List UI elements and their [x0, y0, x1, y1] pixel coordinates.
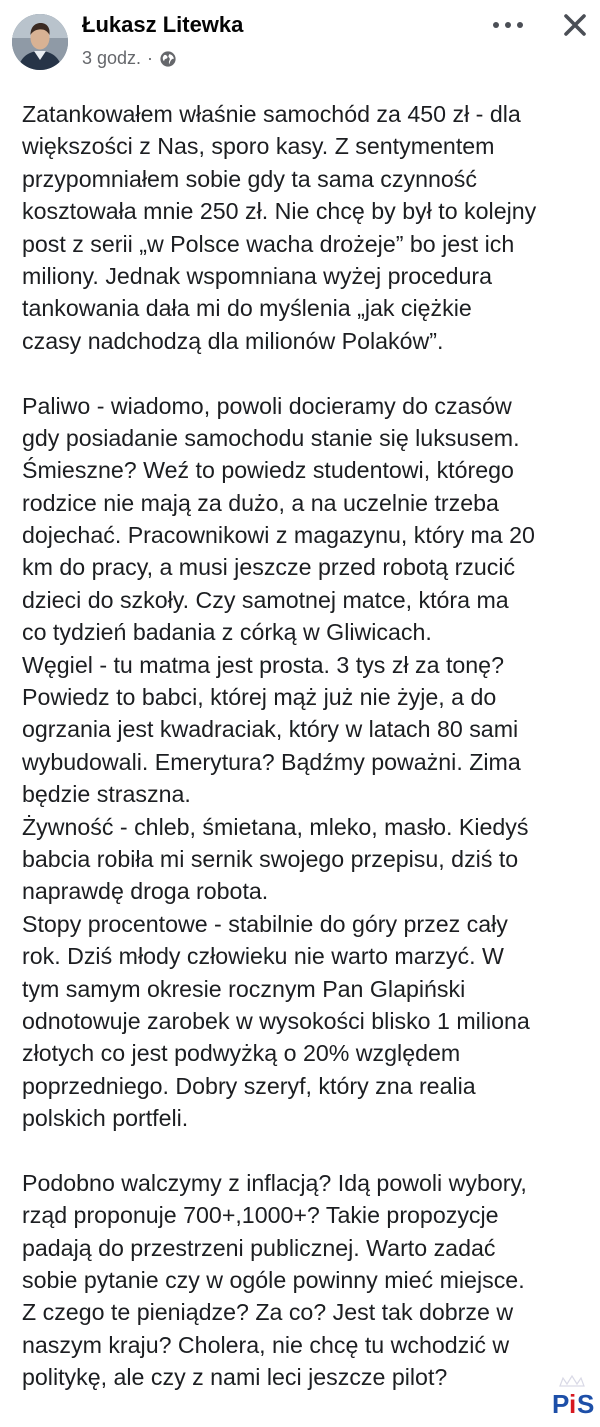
more-horizontal-icon	[492, 21, 524, 29]
post-line: babcia robiła mi sernik swojego przepisu, dziś to	[22, 845, 519, 872]
post-line: przypomniałem sobie gdy ta sama czynność	[22, 165, 477, 192]
post-line: naprawdę droga robota.	[22, 878, 269, 905]
post-line: będzie straszna.	[22, 781, 191, 808]
post-line: sobie pytanie czy w ogóle powinny mieć miejsce.	[22, 1267, 525, 1294]
post-line: tym samym okresie rocznym Pan Glapiński	[22, 975, 466, 1002]
post-line: złotych co jest podwyżką o 20% względem	[22, 1040, 461, 1067]
watermark-logo	[546, 1370, 598, 1422]
post-line: naszym kraju? Cholera, nie chcę tu wchodzić w	[22, 1331, 510, 1358]
post-line: Zatankowałem właśnie samochód za 450 zł - dla	[22, 101, 521, 127]
close-button[interactable]	[556, 8, 594, 42]
post-line: tankowania dała mi do myślenia „jak ciężkie	[22, 295, 472, 322]
globe-icon	[159, 50, 177, 68]
post-line: km do pracy, a musi jeszcze przed robotą rzucić	[22, 554, 516, 581]
meta-separator: ·	[147, 48, 154, 68]
post-line: poprzedniego. Dobry szeryf, który zna realia	[22, 1072, 476, 1099]
post-line: padają do przestrzeni publicznej. Warto zadać	[22, 1234, 496, 1261]
paragraph-gap	[22, 357, 592, 389]
post-time[interactable]: 3 godz.	[82, 48, 142, 68]
post-meta	[82, 48, 177, 69]
post-line: ogrzania jest kwadraciak, który w latach 80 sami	[22, 716, 519, 743]
post-line: dzieci do szkoły. Czy samotnej matce, która ma	[22, 586, 509, 613]
post-line: wybudowali. Emerytura? Bądźmy poważni. Zima	[22, 748, 521, 775]
author-name[interactable]: Łukasz Litewka	[82, 12, 244, 37]
svg-text:S: S	[577, 1389, 595, 1419]
svg-text:i: i	[569, 1389, 577, 1419]
paragraph-gap	[22, 1135, 592, 1167]
post-line: miliony. Jednak wspomniana wyżej procedura	[22, 262, 492, 289]
post-line: Stopy procentowe - stabilnie do góry przez cały	[22, 910, 508, 937]
avatar[interactable]	[12, 14, 68, 70]
post-line: Paliwo - wiadomo, powoli docieramy do czasów	[22, 392, 512, 419]
post-line: gdy posiadanie samochodu stanie się luksusem.	[22, 424, 520, 451]
post-line: Węgiel - tu matma jest prosta. 3 tys zł za tonę?	[22, 651, 504, 678]
svg-text:P: P	[552, 1389, 570, 1419]
post-line: polskich portfeli.	[22, 1105, 189, 1132]
post-line: rząd proponuje 700+,1000+? Takie propozycje	[22, 1202, 499, 1229]
post-line: post z serii „w Polsce wacha drożeje” bo jest ich	[22, 230, 515, 257]
post-line: kosztowała mnie 250 zł. Nie chcę by był to kolejny	[22, 198, 537, 225]
watermark-icon	[546, 1370, 598, 1422]
post-line: większości z Nas, sporo kasy. Z sentymentem	[22, 133, 495, 160]
post-text	[22, 98, 592, 1394]
post-line: Podobno walczymy z inflacją? Idą powoli wybory,	[22, 1169, 527, 1196]
post-line: politykę, ale czy z nami leci jeszcze pilot?	[22, 1364, 448, 1391]
post-line: Śmieszne? Weź to powiedz studentowi, którego	[22, 457, 514, 484]
post-line: Z czego te pieniądze? Za co? Jest tak dobrze w	[22, 1299, 514, 1326]
post-line: dojechać. Pracownikowi z magazynu, który ma 20	[22, 522, 535, 549]
post-line: rodzice nie mają za dużo, a na uczelnie trzeba	[22, 489, 499, 516]
close-icon	[562, 12, 588, 38]
post-line: co tydzień badania z córką w Gliwicach.	[22, 619, 432, 646]
post-line: odnotowuje zarobek w wysokości blisko 1 miliona	[22, 1007, 530, 1034]
post-line: Żywność - chleb, śmietana, mleko, masło. Kiedyś	[22, 813, 529, 840]
more-options-button[interactable]	[488, 10, 528, 40]
avatar-image	[12, 14, 68, 70]
post-line: rok. Dziś młody człowieku nie warto marzyć. W	[22, 943, 504, 970]
post-header	[0, 0, 600, 80]
post-line: Powiedz to babci, której mąż już nie żyje, a do	[22, 684, 497, 711]
post-line: czasy nadchodzą dla milionów Polaków”.	[22, 327, 444, 354]
